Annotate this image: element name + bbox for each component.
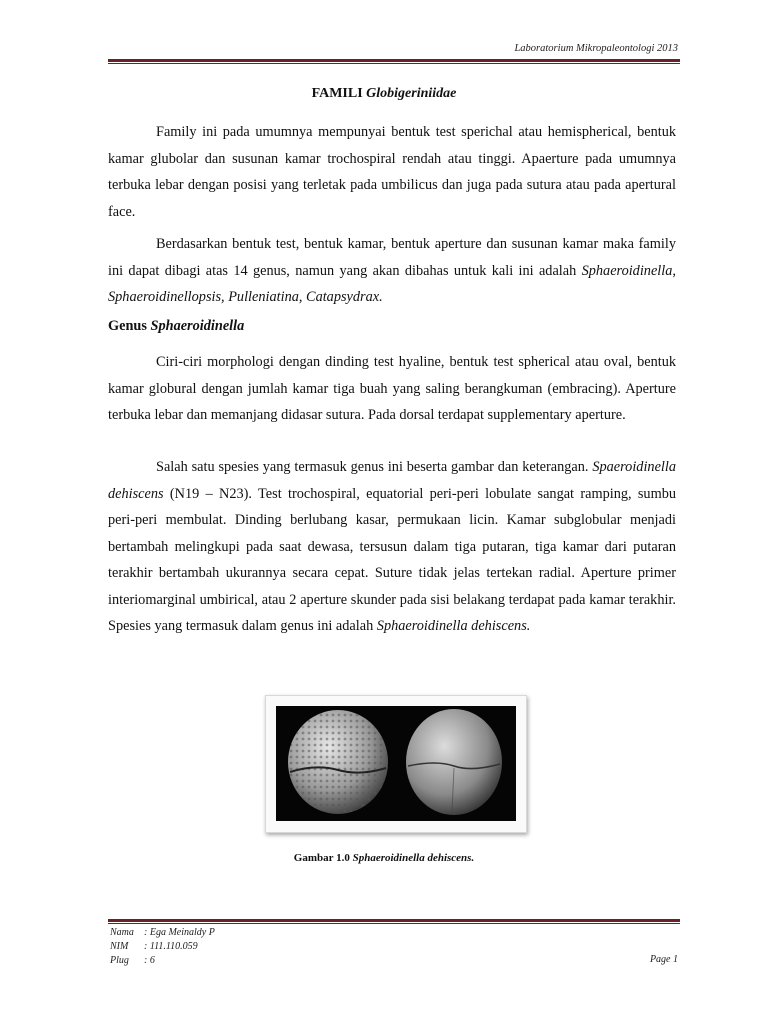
footer-nama: Nama : Ega Meinaldy P (110, 927, 215, 938)
specimen-photo (276, 706, 516, 821)
title-family-name: Globigeriniidae (366, 86, 457, 101)
genus-heading (108, 318, 244, 335)
foraminifera-sem-image (276, 706, 516, 821)
genus-heading-prefix: Genus (108, 318, 147, 334)
specimen-left (288, 710, 388, 814)
species-name: Spaeroidinella dehiscens (108, 459, 677, 502)
specimen-figure (265, 695, 527, 833)
header-rule (108, 59, 680, 64)
page-number: Page 1 (649, 954, 678, 965)
footer-plug: Plug : 6 (110, 955, 155, 966)
paragraph-text: Family ini pada umumnya mempunyai bentuk test sperichal atau hemispherical, bentuk kamar glubolar dan susunan kamar trochospiral rendah atau tinggi. Apaerture pada umumnya terbuka lebar dengan posisi yang terletak pada umbilicus dan juga pada sutura atau pada apertural face. (108, 124, 676, 220)
species-name: Sphaeroidinella dehiscens. (376, 618, 531, 634)
paragraph-species (108, 454, 676, 640)
running-header: Laboratorium Mikropaleontologi 2013 (514, 43, 678, 54)
paragraph-text: Berdasarkan bentuk test, bentuk kamar, bentuk aperture dan susunan kamar maka family ini dapat dibagi atas 14 genus, namun yang akan dibahas untuk kali ini adalah (108, 236, 676, 279)
title-prefix: FAMILI (311, 86, 363, 101)
paragraph-text: Ciri-ciri morphologi dengan dinding test hyaline, bentuk test spherical atau oval, bentuk kamar globural dengan jumlah kamar tiga buah yang saling berangkuman (embracing). Aperture terbuka lebar dan memanjang didasar sutura. Pada dorsal terdapat supplementary aperture. (108, 354, 676, 423)
genus-name: Sphaeroidinella (581, 262, 673, 279)
paragraph-family-description (108, 119, 676, 225)
caption-species: Sphaeroidinella dehiscens. (352, 852, 475, 864)
genus-list: Sphaeroidinellopsis, Pulleniatina, Catapsydrax. (108, 289, 383, 305)
paragraph-genus-division: Berdasarkan bentuk test, bentuk kamar, bentuk aperture dan susunan kamar maka family ini dapat dibagi atas 14 genus, namun yang akan dibahas untuk kali ini adalah Sphaeroidinella, Sphaeroidinellopsis, Pulleniatina, Catapsydrax. (108, 236, 676, 305)
footer-rule (108, 919, 680, 924)
figure-caption (0, 852, 768, 864)
specimen-right (406, 709, 502, 815)
caption-prefix: Gambar 1.0 (293, 852, 350, 864)
footer-author-info (110, 926, 215, 968)
paragraph-text: (N19 – N23). Test trochospiral, equatorial peri-peri lobulate sangat ramping, sumbu peri-peri membulat. Dinding berlubang kasar, permukaan licin. Kamar subglobular menjadi bertambah melingkupi pada saat dewasa, tersusun dalam tiga putaran, tiga kamar dari putaran terakhir bertambah ukurannya secara cepat. Suture tidak jelas tertekan radial. Aperture primer interiomarginal umbirical, atau 2 aperture skunder pada sisi belakang terdapat pada kamar terakhir. Spesies yang termasuk dalam genus ini adalah (108, 485, 676, 634)
footer-nim: NIM : 111.110.059 (110, 941, 198, 952)
genus-heading-name: Sphaeroidinella (150, 318, 245, 334)
paragraph-morphology (108, 349, 676, 429)
section-title (0, 86, 768, 102)
paragraph-text: Salah satu spesies yang termasuk genus ini beserta gambar dan keterangan. (156, 459, 589, 475)
